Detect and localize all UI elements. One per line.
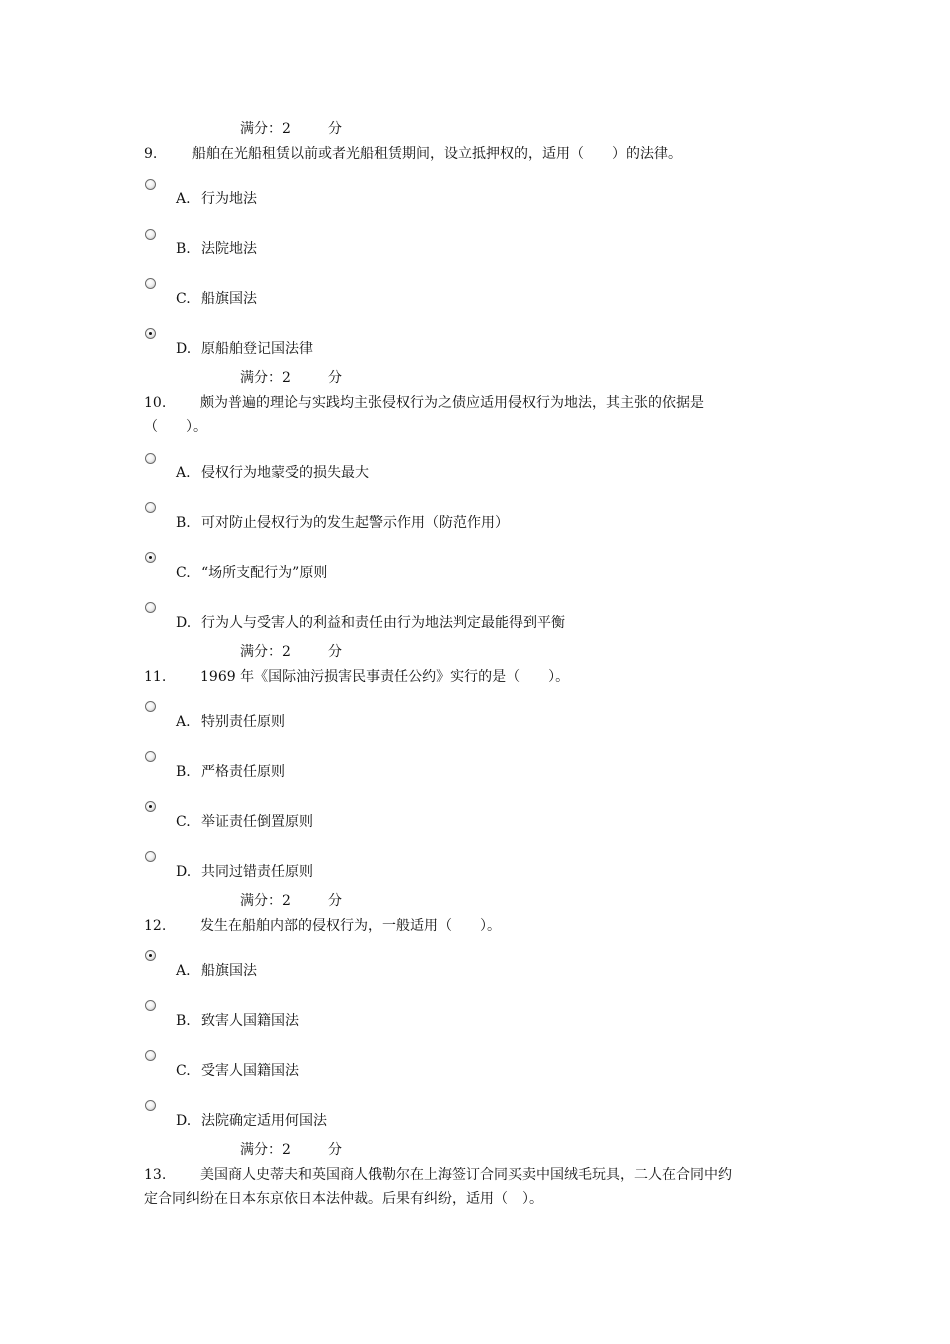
radio-option-c-selected[interactable] <box>145 552 156 563</box>
option-letter: C. <box>176 291 191 307</box>
option-text: 法院确定适用何国法 <box>201 1113 327 1129</box>
radio-option-c[interactable] <box>145 1050 156 1061</box>
option-letter: D. <box>176 341 192 357</box>
question-text: 发生在船舶内部的侵权行为，一般适用（ ）。 <box>200 918 501 934</box>
score-label: 满分：2 <box>240 370 291 386</box>
option-text: 特别责任原则 <box>201 714 285 730</box>
radio-option-a-selected[interactable] <box>145 950 156 961</box>
option-text: 受害人国籍国法 <box>201 1063 299 1079</box>
score-unit: 分 <box>328 370 342 386</box>
option-text: 船旗国法 <box>201 291 257 307</box>
question-number: 10. <box>144 395 167 411</box>
option-text: 严格责任原则 <box>201 764 285 780</box>
radio-option-b[interactable] <box>145 751 156 762</box>
radio-option-b[interactable] <box>145 229 156 240</box>
question-number: 13. <box>144 1167 167 1183</box>
option-letter: C. <box>176 814 191 830</box>
option-text: 举证责任倒置原则 <box>201 814 313 830</box>
question-text: 1969 年《国际油污损害民事责任公约》实行的是（ ）。 <box>200 669 570 685</box>
option-text: “场所支配行为”原则 <box>201 565 328 581</box>
radio-option-b[interactable] <box>145 1000 156 1011</box>
question-number: 11. <box>144 669 167 685</box>
option-text: 原船舶登记国法律 <box>201 341 313 357</box>
question-text: 船舶在光船租赁以前或者光船租赁期间，设立抵押权的，适用（ ）的法律。 <box>192 146 682 162</box>
option-letter: A. <box>176 191 191 207</box>
radio-option-c[interactable] <box>145 278 156 289</box>
option-letter: B. <box>176 1013 191 1029</box>
option-letter: C. <box>176 1063 191 1079</box>
score-unit: 分 <box>328 1142 342 1158</box>
score-label: 满分：2 <box>240 893 291 909</box>
radio-option-b[interactable] <box>145 502 156 513</box>
score-label: 满分：2 <box>240 121 291 137</box>
question-text-continued: （ ）。 <box>144 419 207 435</box>
option-text: 船旗国法 <box>201 963 257 979</box>
option-letter: A. <box>176 963 191 979</box>
radio-option-d[interactable] <box>145 851 156 862</box>
option-letter: A. <box>176 714 191 730</box>
option-letter: A. <box>176 465 191 481</box>
option-letter: B. <box>176 764 191 780</box>
option-letter: D. <box>176 615 192 631</box>
radio-option-a[interactable] <box>145 453 156 464</box>
question-text: 颇为普遍的理论与实践均主张侵权行为之债应适用侵权行为地法，其主张的依据是 <box>200 395 704 411</box>
option-letter: B. <box>176 241 191 257</box>
question-number: 12. <box>144 918 167 934</box>
question-number: 9. <box>144 146 158 162</box>
radio-option-d[interactable] <box>145 1100 156 1111</box>
score-unit: 分 <box>328 121 342 137</box>
score-label: 满分：2 <box>240 644 291 660</box>
option-letter: B. <box>176 515 191 531</box>
option-text: 致害人国籍国法 <box>201 1013 299 1029</box>
score-label: 满分：2 <box>240 1142 291 1158</box>
question-text: 美国商人史蒂夫和英国商人俄勒尔在上海签订合同买卖中国绒毛玩具，二人在合同中约 <box>200 1167 732 1183</box>
option-text: 行为人与受害人的利益和责任由行为地法判定最能得到平衡 <box>201 615 565 631</box>
option-letter: D. <box>176 864 192 880</box>
option-letter: D. <box>176 1113 192 1129</box>
radio-option-a[interactable] <box>145 701 156 712</box>
score-unit: 分 <box>328 893 342 909</box>
score-unit: 分 <box>328 644 342 660</box>
option-text: 法院地法 <box>201 241 257 257</box>
radio-option-d-selected[interactable] <box>145 328 156 339</box>
option-text: 可对防止侵权行为的发生起警示作用（防范作用） <box>201 515 509 531</box>
question-text-continued: 定合同纠纷在日本东京依日本法仲裁。后果有纠纷，适用（ ）。 <box>144 1191 543 1207</box>
radio-option-a[interactable] <box>145 179 156 190</box>
option-text: 侵权行为地蒙受的损失最大 <box>201 465 369 481</box>
radio-option-d[interactable] <box>145 602 156 613</box>
option-text: 行为地法 <box>201 191 257 207</box>
option-text: 共同过错责任原则 <box>201 864 313 880</box>
option-letter: C. <box>176 565 191 581</box>
radio-option-c-selected[interactable] <box>145 801 156 812</box>
